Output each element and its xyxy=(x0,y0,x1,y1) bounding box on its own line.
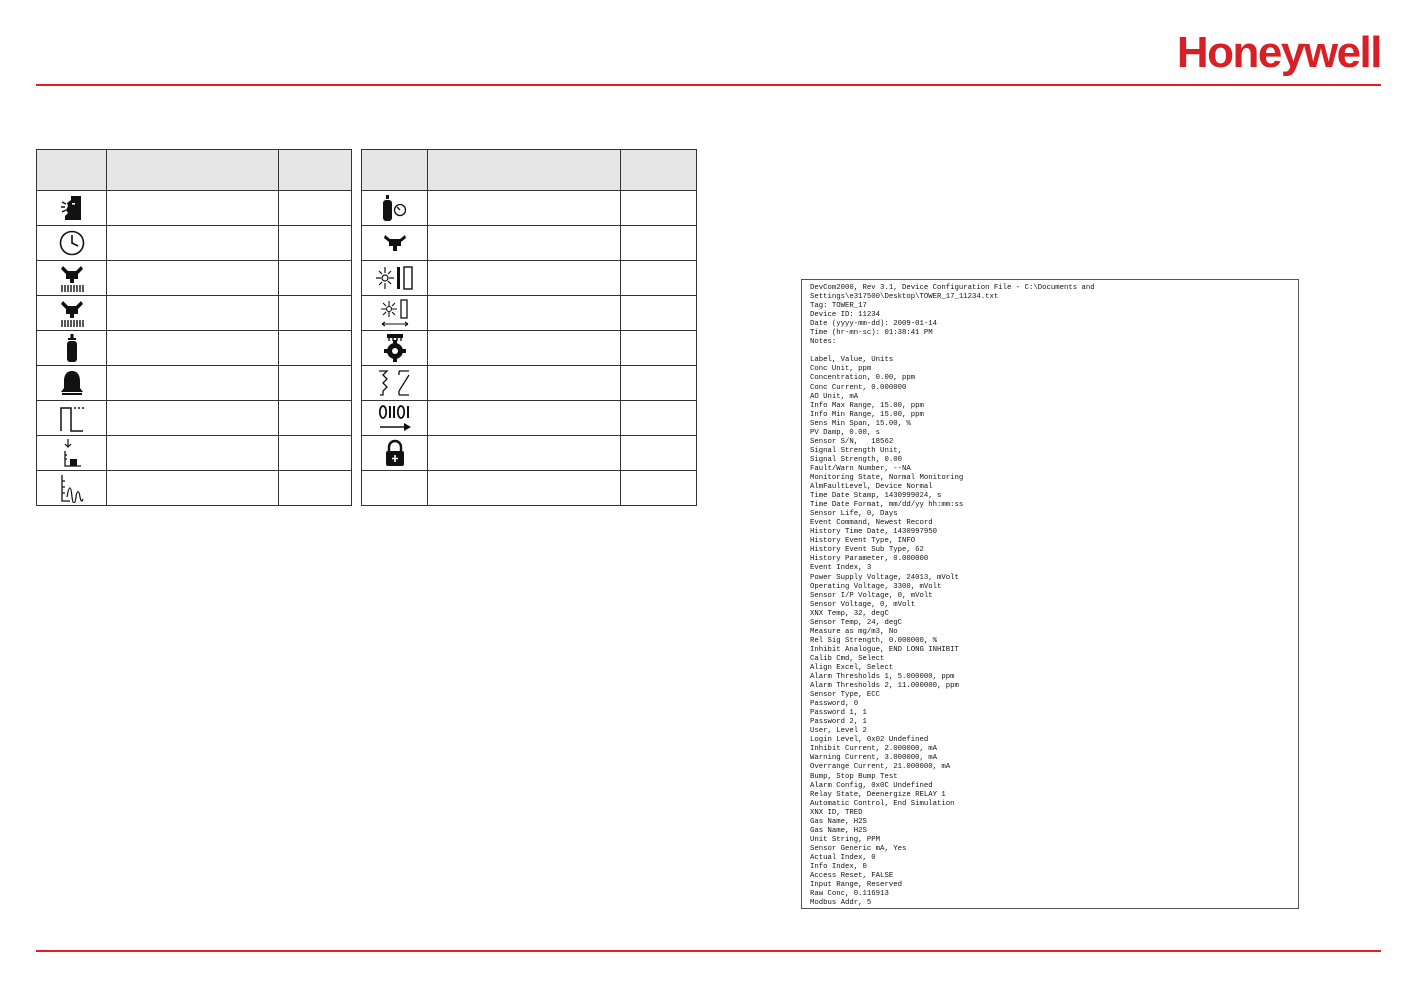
table-row xyxy=(362,296,697,331)
config-line: Raw Conc, 0.116913 xyxy=(810,890,889,899)
config-line: History Event Sub Type, 62 xyxy=(810,546,924,555)
config-line: Bump, Stop Bump Test xyxy=(810,772,898,781)
config-line: Time Date Format, mm/dd/yy hh:mm:ss xyxy=(810,501,964,510)
configuration-file-printout xyxy=(801,279,1299,909)
config-line: Calib Cmd, Select xyxy=(810,654,885,663)
table-row xyxy=(37,471,352,506)
config-line: Align Excel, Select xyxy=(810,663,894,672)
config-line: History Parameter, 0.000000 xyxy=(810,555,929,564)
config-line xyxy=(810,347,1298,356)
table-row xyxy=(37,366,352,401)
footer-rule xyxy=(36,950,1381,952)
table-row xyxy=(37,436,352,471)
step-signal-icon xyxy=(58,404,86,432)
config-line: Event Command, Newest Record xyxy=(810,519,933,528)
header-rule xyxy=(36,84,1381,86)
config-line: Password 2, 1 xyxy=(810,718,867,727)
range-step-icon xyxy=(61,438,83,468)
config-line: Info Min Range, 15.00, ppm xyxy=(810,410,924,419)
config-line: XNX Temp, 32, degC xyxy=(810,609,889,618)
config-line: Concentration, 0.00, ppm xyxy=(810,374,916,383)
config-line: Time Date Stamp, 1430999024, s xyxy=(810,492,942,501)
gas-cylinder-icon xyxy=(65,333,79,363)
relay-contacts-icon xyxy=(375,369,415,397)
config-line: DevCom2000, Rev 3.1, Device Configuration File - C:\Documents and xyxy=(810,284,1095,292)
config-line: Unit String, PPM xyxy=(810,835,881,844)
config-line: Time (hr-mn-sc): 01:38:41 PM xyxy=(810,329,933,338)
config-line: Conc Unit, ppm xyxy=(810,365,872,374)
config-line: Overrange Current, 21.000000, mA xyxy=(810,763,951,772)
config-line: Measure as mg/m3, No xyxy=(810,627,898,636)
signal-wave-icon xyxy=(58,473,86,503)
config-line: Gas Name, H2S xyxy=(810,817,867,826)
icon-table-right xyxy=(361,149,697,506)
table-row xyxy=(37,331,352,366)
config-line: Password, 0 xyxy=(810,700,859,709)
valve-barcode-icon xyxy=(58,298,86,328)
valve-barcode-icon xyxy=(58,263,86,293)
table-row xyxy=(362,401,697,436)
config-line: Monitoring State, Normal Monitoring xyxy=(810,473,964,482)
table-header-row xyxy=(362,150,697,191)
config-line: PV Damp, 0.00, s xyxy=(810,428,881,437)
table-row xyxy=(37,261,352,296)
person-alert-icon xyxy=(59,194,85,222)
gas-cylinder-gauge-icon xyxy=(381,194,409,222)
config-line: Sensor Generic mA, Yes xyxy=(810,844,907,853)
config-line: Warning Current, 3.000000, mA xyxy=(810,754,937,763)
config-line: Automatic Control, End Simulation xyxy=(810,799,955,808)
sun-cell-icon xyxy=(375,264,415,292)
config-line: AlmFaultLevel, Device Normal xyxy=(810,483,933,492)
sensor-gear-icon xyxy=(383,333,407,363)
config-line: Alarm Thresholds 2, 11.000000, ppm xyxy=(810,682,959,691)
table-row xyxy=(37,191,352,226)
config-line: AO Unit, mA xyxy=(810,392,859,401)
table-header-row xyxy=(37,150,352,191)
config-line: Sensor Voltage, 0, mVolt xyxy=(810,600,916,609)
config-line: Input Range, Reserved xyxy=(810,881,902,890)
config-line: Sensor S/N, 18562 xyxy=(810,437,894,446)
table-row xyxy=(37,296,352,331)
config-line: Alarm Config, 0x0C Undefined xyxy=(810,781,933,790)
icon-table-left xyxy=(36,149,352,506)
config-line: Label, Value, Units xyxy=(810,356,894,365)
config-line: History Event Type, INFO xyxy=(810,537,916,546)
config-line: Tag: TOWER_17 xyxy=(810,302,867,311)
config-line: Sensor Temp, 24, degC xyxy=(810,618,902,627)
table-row xyxy=(362,436,697,471)
config-line: Sensor Life, 0, Days xyxy=(810,510,898,519)
config-line: Event Index, 3 xyxy=(810,564,872,573)
table-row xyxy=(362,366,697,401)
config-line: History Time Date, 1430997950 xyxy=(810,528,937,537)
config-line: Inhibit Analogue, END LONG INHIBIT xyxy=(810,645,959,654)
config-line: Relay State, Deenergize RELAY 1 xyxy=(810,790,946,799)
table-row xyxy=(37,226,352,261)
table-row xyxy=(37,401,352,436)
config-line: Password 1, 1 xyxy=(810,709,867,718)
config-line: Settings\e317500\Desktop\TOWER_17_11234.txt xyxy=(810,293,999,302)
valve-icon xyxy=(383,233,407,253)
config-line: User, Level 2 xyxy=(810,727,867,736)
config-line: Gas Name, H2S xyxy=(810,826,867,835)
config-line: Sensor Type, ECC xyxy=(810,691,881,700)
config-line: Inhibit Current, 2.000000, mA xyxy=(810,745,937,754)
config-line: Device ID: 11234 xyxy=(810,311,881,320)
config-line: Notes: xyxy=(810,338,837,347)
config-line: Conc Current, 0.000000 xyxy=(810,383,907,392)
table-row xyxy=(362,331,697,366)
clock-icon xyxy=(58,229,86,257)
config-line: Date (yyyy-mm-dd): 2009-01-14 xyxy=(810,320,937,329)
config-line: Actual Index, 0 xyxy=(810,853,876,862)
table-row xyxy=(362,191,697,226)
config-line: Rel Sig Strength, 0.000000, % xyxy=(810,636,937,645)
config-line: Info Max Range, 15.00, ppm xyxy=(810,401,924,410)
honeywell-logo: Honeywell xyxy=(1176,28,1381,77)
config-line: Operating Voltage, 3300, mVolt xyxy=(810,582,942,591)
config-line: Sensor I/P Voltage, 0, mVolt xyxy=(810,591,933,600)
binary-output-icon xyxy=(378,403,412,433)
config-line: Signal Strength Unit, xyxy=(810,446,902,455)
table-row xyxy=(362,226,697,261)
table-row xyxy=(362,261,697,296)
config-line: Modbus Addr, 5 xyxy=(810,899,872,908)
config-line: Login Level, 0x02 Undefined xyxy=(810,736,929,745)
config-line: Fault/Warn Number, --NA xyxy=(810,464,911,473)
config-line: Access Reset, FALSE xyxy=(810,872,894,881)
table-row xyxy=(362,471,697,506)
padlock-icon xyxy=(384,439,406,467)
config-line: XNX ID, TRED xyxy=(810,808,863,817)
sun-cell-arrows-icon xyxy=(378,298,412,328)
config-line: Alarm Thresholds 1, 5.000000, ppm xyxy=(810,673,955,682)
bell-icon xyxy=(59,369,85,397)
config-line: Power Supply Voltage, 24013, mVolt xyxy=(810,573,959,582)
config-line: Sens Min Span, 15.00, % xyxy=(810,419,911,428)
config-line: Info Index, 0 xyxy=(810,863,867,871)
config-line: Signal Strength, 0.00 xyxy=(810,455,902,464)
